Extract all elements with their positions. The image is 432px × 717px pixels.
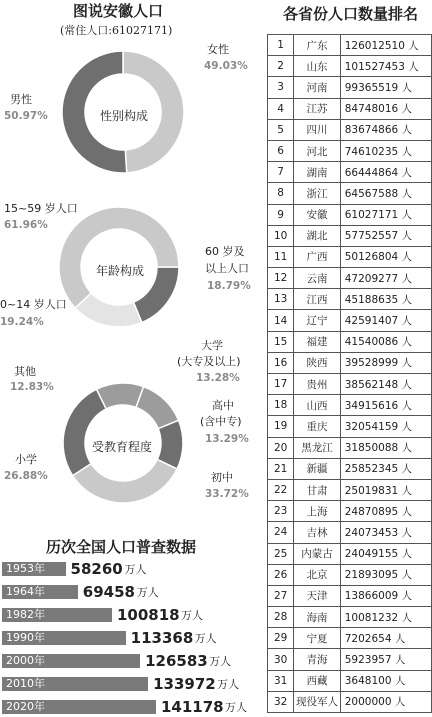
population-cell: 45188635 人 bbox=[340, 289, 431, 310]
province-cell: 陕西 bbox=[294, 352, 340, 373]
table-row bbox=[268, 268, 432, 289]
table-row bbox=[268, 522, 432, 543]
population-cell: 50126804 人 bbox=[340, 246, 431, 267]
table-row bbox=[268, 331, 432, 352]
census-bar-year: 2010年 bbox=[6, 677, 45, 690]
province-cell: 宁夏 bbox=[294, 628, 340, 649]
rank-cell: 31 bbox=[268, 670, 294, 691]
rank-cell: 10 bbox=[268, 225, 294, 246]
population-cell: 32054159 人 bbox=[340, 416, 431, 437]
census-bar-value: 100818 bbox=[116, 606, 180, 624]
rank-cell: 32 bbox=[268, 691, 294, 712]
census-bar-value: 69458 bbox=[82, 583, 135, 601]
left-title: 图说安徽人口 bbox=[73, 2, 164, 20]
census-bar-unit: 万人 bbox=[124, 563, 147, 576]
rank-cell: 11 bbox=[268, 246, 294, 267]
population-cell: 13866009 人 bbox=[340, 585, 431, 606]
census-bar-year: 1982年 bbox=[6, 608, 45, 621]
age-60-label-1: 60 岁及 bbox=[205, 245, 245, 258]
table-row bbox=[268, 458, 432, 479]
census-bar-value: 126583 bbox=[145, 652, 208, 670]
census-bar-year: 1953年 bbox=[6, 562, 45, 575]
province-cell: 新疆 bbox=[294, 458, 340, 479]
province-cell: 内蒙古 bbox=[294, 543, 340, 564]
population-cell: 99365519 人 bbox=[340, 77, 431, 98]
table-row bbox=[268, 479, 432, 500]
age-0-14-label: 0~14 岁人口 bbox=[0, 298, 67, 311]
rank-cell: 7 bbox=[268, 162, 294, 183]
province-cell: 湖南 bbox=[294, 162, 340, 183]
rank-cell: 14 bbox=[268, 310, 294, 331]
census-bar-unit: 万人 bbox=[136, 586, 159, 599]
edu-middle-pct: 33.72% bbox=[205, 488, 249, 500]
census-bar-unit: 万人 bbox=[209, 655, 232, 668]
table-row bbox=[268, 35, 432, 56]
census-bar-year: 2000年 bbox=[6, 654, 45, 667]
population-cell: 24870895 人 bbox=[340, 501, 431, 522]
rank-cell: 1 bbox=[268, 35, 294, 56]
rank-cell: 21 bbox=[268, 458, 294, 479]
table-row bbox=[268, 289, 432, 310]
province-cell: 海南 bbox=[294, 607, 340, 628]
province-cell: 西藏 bbox=[294, 670, 340, 691]
table-row bbox=[268, 670, 432, 691]
population-cell: 25019831 人 bbox=[340, 479, 431, 500]
province-cell: 重庆 bbox=[294, 416, 340, 437]
province-cell: 青海 bbox=[294, 649, 340, 670]
province-cell: 吉林 bbox=[294, 522, 340, 543]
table-row bbox=[268, 691, 432, 712]
table-row bbox=[268, 56, 432, 77]
province-cell: 河南 bbox=[294, 77, 340, 98]
population-cell: 74610235 人 bbox=[340, 140, 431, 161]
province-rank-table bbox=[267, 34, 432, 713]
province-cell: 甘肃 bbox=[294, 479, 340, 500]
population-cell: 83674866 人 bbox=[340, 119, 431, 140]
edu-middle-label: 初中 bbox=[211, 471, 233, 484]
table-row bbox=[268, 395, 432, 416]
rank-cell: 18 bbox=[268, 395, 294, 416]
province-cell: 辽宁 bbox=[294, 310, 340, 331]
province-cell: 安徽 bbox=[294, 204, 340, 225]
table-row bbox=[268, 310, 432, 331]
population-cell: 7202654 人 bbox=[340, 628, 431, 649]
province-cell: 北京 bbox=[294, 564, 340, 585]
rank-cell: 19 bbox=[268, 416, 294, 437]
province-cell: 云南 bbox=[294, 268, 340, 289]
population-cell: 41540086 人 bbox=[340, 331, 431, 352]
province-cell: 广东 bbox=[294, 35, 340, 56]
rank-cell: 15 bbox=[268, 331, 294, 352]
population-cell: 25852345 人 bbox=[340, 458, 431, 479]
rank-cell: 9 bbox=[268, 204, 294, 225]
rank-cell: 2 bbox=[268, 56, 294, 77]
edu-high-label-2: (含中专) bbox=[200, 415, 242, 428]
rank-cell: 26 bbox=[268, 564, 294, 585]
rank-cell: 22 bbox=[268, 479, 294, 500]
population-cell: 101527453 人 bbox=[340, 56, 431, 77]
table-row bbox=[268, 119, 432, 140]
rank-cell: 13 bbox=[268, 289, 294, 310]
province-cell: 山西 bbox=[294, 395, 340, 416]
population-cell: 34915616 人 bbox=[340, 395, 431, 416]
age-15-59-pct: 61.96% bbox=[4, 219, 48, 231]
female-pct: 49.03% bbox=[204, 60, 248, 72]
rank-cell: 27 bbox=[268, 585, 294, 606]
edu-chart-title: 受教育程度 bbox=[92, 440, 153, 454]
rank-cell: 12 bbox=[268, 268, 294, 289]
table-row bbox=[268, 183, 432, 204]
population-cell: 47209277 人 bbox=[340, 268, 431, 289]
census-bar-value: 113368 bbox=[130, 629, 194, 647]
province-cell: 福建 bbox=[294, 331, 340, 352]
edu-high-label-1: 高中 bbox=[212, 399, 234, 412]
census-bar-unit: 万人 bbox=[225, 701, 247, 714]
province-cell: 上海 bbox=[294, 501, 340, 522]
edu-high-pct: 13.29% bbox=[205, 433, 249, 445]
rank-cell: 16 bbox=[268, 352, 294, 373]
left-subtitle: (常住人口:61027171) bbox=[60, 24, 173, 37]
rank-cell: 25 bbox=[268, 543, 294, 564]
population-cell: 57752557 人 bbox=[340, 225, 431, 246]
rank-cell: 4 bbox=[268, 98, 294, 119]
edu-other-pct: 12.83% bbox=[10, 381, 54, 393]
population-cell: 66444864 人 bbox=[340, 162, 431, 183]
province-cell: 黑龙江 bbox=[294, 437, 340, 458]
edu-college-pct: 13.28% bbox=[196, 372, 240, 384]
province-cell: 江西 bbox=[294, 289, 340, 310]
male-pct: 50.97% bbox=[4, 110, 48, 122]
table-row bbox=[268, 77, 432, 98]
population-cell: 31850088 人 bbox=[340, 437, 431, 458]
province-cell: 贵州 bbox=[294, 374, 340, 395]
rank-cell: 24 bbox=[268, 522, 294, 543]
census-bar-unit: 万人 bbox=[194, 632, 217, 645]
census-bar-value: 141178 bbox=[161, 698, 224, 716]
table-row bbox=[268, 416, 432, 437]
province-cell: 四川 bbox=[294, 119, 340, 140]
rank-cell: 5 bbox=[268, 119, 294, 140]
table-row bbox=[268, 649, 432, 670]
table-row bbox=[268, 225, 432, 246]
province-cell: 湖北 bbox=[294, 225, 340, 246]
population-cell: 24073453 人 bbox=[340, 522, 431, 543]
table-row bbox=[268, 585, 432, 606]
population-cell: 5923957 人 bbox=[340, 649, 431, 670]
census-bar-unit: 万人 bbox=[180, 609, 203, 622]
rank-cell: 30 bbox=[268, 649, 294, 670]
census-bar-value: 58260 bbox=[70, 560, 123, 578]
population-cell: 64567588 人 bbox=[340, 183, 431, 204]
population-cell: 61027171 人 bbox=[340, 204, 431, 225]
census-bar-unit: 万人 bbox=[217, 678, 240, 691]
population-cell: 126012510 人 bbox=[340, 35, 431, 56]
table-row bbox=[268, 607, 432, 628]
age-0-14-pct: 19.24% bbox=[0, 316, 44, 328]
age-chart-title: 年龄构成 bbox=[96, 264, 145, 278]
table-row bbox=[268, 162, 432, 183]
rank-cell: 6 bbox=[268, 140, 294, 161]
census-bar-year: 1990年 bbox=[6, 631, 45, 644]
province-cell: 浙江 bbox=[294, 183, 340, 204]
male-label: 男性 bbox=[10, 93, 32, 106]
age-60-pct: 18.79% bbox=[207, 280, 251, 292]
table-row bbox=[268, 246, 432, 267]
population-cell: 2000000 人 bbox=[340, 691, 431, 712]
right-title: 各省份人口数量排名 bbox=[283, 5, 419, 23]
table-row bbox=[268, 501, 432, 522]
population-cell: 3648100 人 bbox=[340, 670, 431, 691]
rank-cell: 3 bbox=[268, 77, 294, 98]
population-cell: 84748016 人 bbox=[340, 98, 431, 119]
edu-other-label: 其他 bbox=[14, 365, 36, 378]
rank-cell: 23 bbox=[268, 501, 294, 522]
population-cell: 21893095 人 bbox=[340, 564, 431, 585]
population-cell: 38562148 人 bbox=[340, 374, 431, 395]
province-cell: 山东 bbox=[294, 56, 340, 77]
census-bar-value: 133972 bbox=[153, 675, 216, 693]
rank-cell: 17 bbox=[268, 374, 294, 395]
table-row bbox=[268, 374, 432, 395]
population-cell: 42591407 人 bbox=[340, 310, 431, 331]
table-row bbox=[268, 352, 432, 373]
female-label: 女性 bbox=[207, 43, 229, 56]
rank-cell: 8 bbox=[268, 183, 294, 204]
population-cell: 39528999 人 bbox=[340, 352, 431, 373]
age-60-label-2: 以上人口 bbox=[205, 262, 249, 275]
province-cell: 河北 bbox=[294, 140, 340, 161]
table-row bbox=[268, 140, 432, 161]
table-row bbox=[268, 543, 432, 564]
edu-college-label-2: (大专及以上) bbox=[177, 355, 241, 368]
table-row bbox=[268, 204, 432, 225]
table-row bbox=[268, 98, 432, 119]
province-cell: 天津 bbox=[294, 585, 340, 606]
census-bar-year: 1964年 bbox=[6, 585, 45, 598]
province-cell: 江苏 bbox=[294, 98, 340, 119]
gender-chart-title: 性别构成 bbox=[100, 109, 149, 123]
edu-primary-pct: 26.88% bbox=[4, 470, 48, 482]
table-row bbox=[268, 437, 432, 458]
edu-primary-label: 小学 bbox=[15, 453, 37, 466]
census-bar-year: 2020年 bbox=[6, 700, 45, 713]
population-cell: 10081232 人 bbox=[340, 607, 431, 628]
province-cell: 现役军人 bbox=[294, 691, 340, 712]
age-15-59-label: 15~59 岁人口 bbox=[4, 202, 78, 215]
rank-cell: 29 bbox=[268, 628, 294, 649]
rank-cell: 28 bbox=[268, 607, 294, 628]
rank-cell: 20 bbox=[268, 437, 294, 458]
table-row bbox=[268, 628, 432, 649]
table-row bbox=[268, 564, 432, 585]
census-title: 历次全国人口普查数据 bbox=[46, 538, 197, 556]
population-cell: 24049155 人 bbox=[340, 543, 431, 564]
edu-college-label-1: 大学 bbox=[201, 339, 223, 352]
province-cell: 广西 bbox=[294, 246, 340, 267]
